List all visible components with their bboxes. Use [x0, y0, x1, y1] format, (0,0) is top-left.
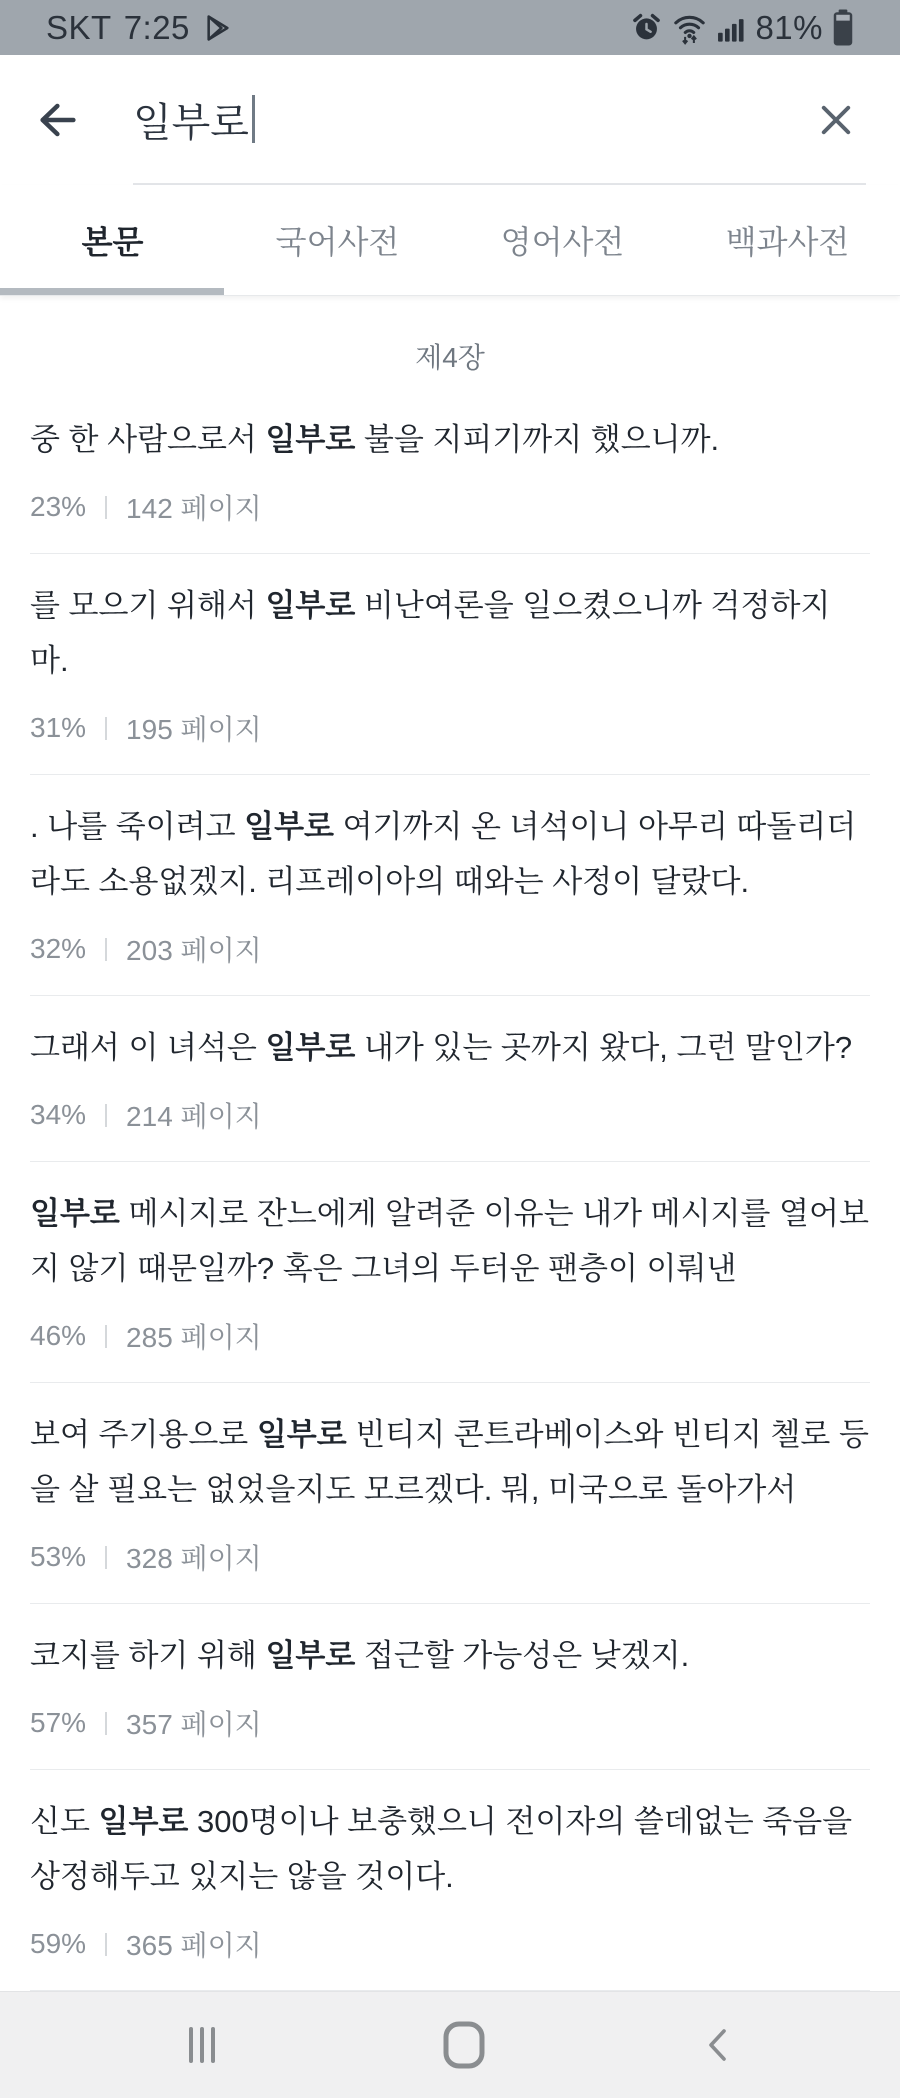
android-navigation-bar: [0, 1991, 900, 2098]
home-icon: [443, 2021, 485, 2069]
home-button[interactable]: [443, 2021, 485, 2069]
back-icon: [706, 2028, 728, 2062]
search-result-item[interactable]: [30, 554, 870, 775]
tab-english-dictionary[interactable]: 영어사전: [500, 224, 625, 260]
tab-encyclopedia[interactable]: 백과사전: [725, 224, 850, 260]
status-bar: [0, 0, 900, 55]
page-number: 195 페이지: [126, 714, 262, 745]
search-input[interactable]: [133, 55, 800, 183]
result-meta: [30, 1316, 870, 1356]
page-number: 203 페이지: [126, 935, 262, 966]
search-scope-tabs: [0, 185, 900, 296]
battery-percent-label: 81%: [755, 8, 823, 46]
result-sentence: 중 한 사람으로서 일부로 불을 지피기까지 했으니까.: [30, 422, 720, 457]
meta-separator: [105, 938, 107, 961]
search-result-item[interactable]: [30, 996, 870, 1162]
progress-percent: 23%: [30, 491, 87, 522]
clear-icon[interactable]: [814, 98, 858, 142]
result-sentence: 코지를 하기 위해 일부로 접근할 가능성은 낮겠지.: [30, 1638, 690, 1673]
meta-separator: [105, 1712, 107, 1735]
active-tab-indicator: [0, 288, 224, 295]
play-store-icon: [202, 12, 234, 44]
text-cursor: [252, 95, 255, 143]
meta-separator: [105, 1933, 107, 1956]
result-sentence: . 나를 죽이려고 일부로 여기까지 온 녀석이니 아무리 따돌리더라도 소용없겠지. 리프레이아의 때와는 사정이 달랐다.: [30, 809, 857, 899]
result-meta: [30, 1537, 870, 1577]
page-number: 357 페이지: [126, 1709, 262, 1740]
meta-separator: [105, 717, 107, 740]
result-sentence: 신도 일부로 300명이나 보충했으니 전이자의 쓸데없는 죽음을 상정해두고 있지는 않을 것이다.: [30, 1804, 853, 1894]
recents-button[interactable]: [182, 2026, 222, 2064]
progress-percent: 46%: [30, 1320, 87, 1351]
page-number: 142 페이지: [126, 493, 262, 524]
alarm-icon: [630, 11, 663, 44]
result-sentence: 일부로 메시지로 잔느에게 알려준 이유는 내가 메시지를 열어보지 않기 때문일까? 혹은 그녀의 두터운 팬층이 이뤄낸: [30, 1196, 869, 1286]
result-sentence: 보여 주기용으로 일부로 빈티지 콘트라베이스와 빈티지 첼로 등을 살 필요는 없었을지도 모르겠다. 뭐, 미국으로 돌아가서: [30, 1417, 869, 1507]
results-list: [0, 388, 900, 1991]
tab-korean-dictionary[interactable]: 국어사전: [275, 224, 400, 260]
meta-separator: [105, 496, 107, 519]
carrier-label: SKT: [46, 8, 112, 46]
result-sentence: 를 모으기 위해서 일부로 비난여론을 일으켰으니까 걱정하지 마.: [30, 588, 831, 678]
search-results-panel[interactable]: [0, 296, 900, 1991]
progress-percent: 31%: [30, 712, 87, 743]
signal-strength-icon: [716, 13, 746, 43]
page-number: 214 페이지: [126, 1101, 262, 1132]
back-button[interactable]: [706, 2028, 728, 2062]
matched-keyword: 일부로: [265, 1030, 356, 1065]
wifi-arrows-icon: [672, 10, 707, 45]
search-bar: [0, 55, 900, 185]
matched-keyword: 일부로: [256, 1417, 347, 1452]
result-meta: [30, 1095, 870, 1135]
matched-keyword: 일부로: [265, 1638, 356, 1673]
progress-percent: 53%: [30, 1541, 87, 1572]
progress-percent: 57%: [30, 1707, 87, 1738]
page-number: 365 페이지: [126, 1930, 262, 1961]
recents-icon: [182, 2026, 222, 2064]
matched-keyword: 일부로: [265, 422, 356, 457]
result-sentence: 그래서 이 녀석은 일부로 내가 있는 곳까지 왔다, 그런 말인가?: [30, 1030, 853, 1065]
page-number: 285 페이지: [126, 1322, 262, 1353]
search-result-item[interactable]: [30, 1162, 870, 1383]
progress-percent: 59%: [30, 1928, 87, 1959]
search-query-text: 일부로: [133, 100, 249, 145]
search-result-item[interactable]: [30, 1604, 870, 1770]
matched-keyword: 일부로: [265, 588, 356, 623]
matched-keyword: 일부로: [98, 1804, 189, 1839]
meta-separator: [105, 1546, 107, 1569]
result-meta: [30, 1703, 870, 1743]
meta-separator: [105, 1104, 107, 1127]
page-number: 328 페이지: [126, 1543, 262, 1574]
search-result-item[interactable]: [30, 1383, 870, 1604]
search-result-item[interactable]: [30, 775, 870, 996]
chapter-header: 제4장: [415, 342, 485, 373]
result-meta: [30, 708, 870, 748]
matched-keyword: 일부로: [244, 809, 334, 844]
meta-separator: [105, 1325, 107, 1348]
matched-keyword: 일부로: [30, 1196, 120, 1231]
progress-percent: 32%: [30, 933, 87, 964]
result-meta: [30, 1924, 870, 1964]
result-meta: [30, 929, 870, 969]
search-result-item[interactable]: [30, 388, 870, 554]
status-clock: 7:25: [123, 8, 190, 46]
tab-body-text[interactable]: 본문: [81, 224, 144, 260]
search-result-item[interactable]: [30, 1770, 870, 1991]
progress-percent: 34%: [30, 1099, 87, 1130]
battery-icon: [832, 9, 854, 46]
result-meta: [30, 487, 870, 527]
back-arrow-icon[interactable]: [32, 96, 80, 144]
